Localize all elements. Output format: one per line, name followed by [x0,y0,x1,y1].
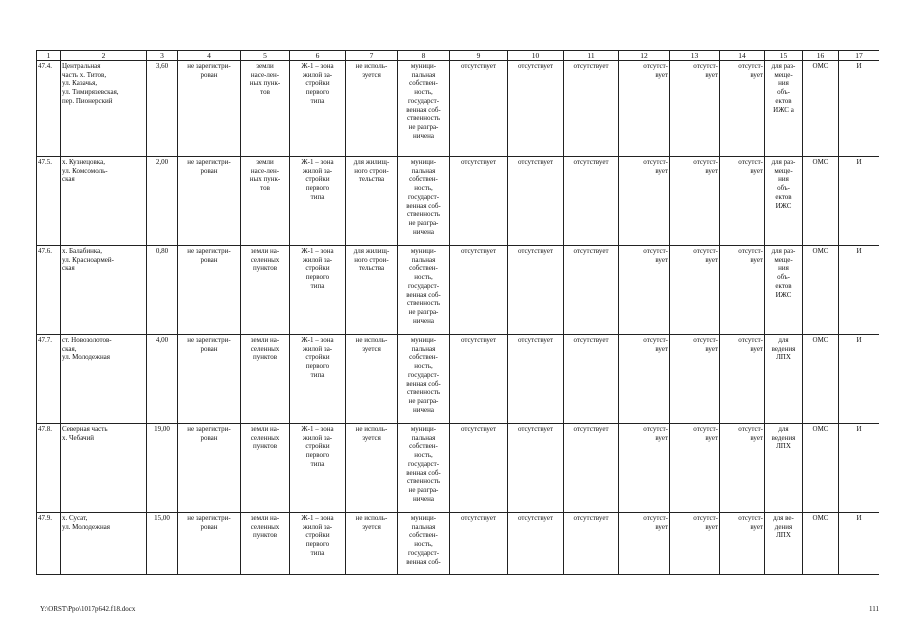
usage-cell: для жилищ- ного строи- тельства [346,157,398,246]
table-row [37,513,880,575]
column-number: 1 [37,51,61,61]
zone-cell: Ж-1 – зона жилой за- стройки первого типа [290,246,346,335]
col17-cell: И [839,157,880,246]
col17-cell: И [839,424,880,513]
area-cell: 0,80 [147,246,178,335]
col9-cell: отсутствует [450,246,508,335]
ownership-cell: муници- пальная собствен- ность, государст- венная соб- [398,513,450,575]
row-number-cell: 47.4. [37,61,61,157]
registration-cell: не зарегистри- рован [178,424,241,513]
location-cell: Северная часть х. Чебачий [61,424,147,513]
col17-cell: И [839,61,880,157]
ownership-cell: муници- пальная собствен- ность, государст- венная соб- ственность не разгра- ничена [398,157,450,246]
ownership-cell: муници- пальная собствен- ность, государст- венная соб- ственность не разгра- ничена [398,61,450,157]
column-number: 7 [346,51,398,61]
purpose-cell: для ведения ЛПХ [765,335,803,424]
col10-cell: отсутствует [508,157,564,246]
col9-cell: отсутствует [450,424,508,513]
authority-cell: ОМС [803,513,839,575]
land-category-cell: земли на- селенных пунктов [241,513,290,575]
col12-cell: отсутст- вует [619,335,670,424]
column-number: 4 [178,51,241,61]
col10-cell: отсутствует [508,424,564,513]
registration-cell: не зарегистри- рован [178,335,241,424]
row-number-cell: 47.8. [37,424,61,513]
ownership-cell: муници- пальная собствен- ность, государст- венная соб- ственность не разгра- ничена [398,424,450,513]
col10-cell: отсутствует [508,335,564,424]
col14-cell: отсутст- вует [720,513,765,575]
usage-cell: не исполь- зуется [346,335,398,424]
area-cell: 2,00 [147,157,178,246]
zone-cell: Ж-1 – зона жилой за- стройки первого типа [290,424,346,513]
row-number-cell: 47.6. [37,246,61,335]
row-number-cell: 47.5. [37,157,61,246]
registration-cell: не зарегистри- рован [178,61,241,157]
land-category-cell: земли насе-лен- ных пунк- тов [241,157,290,246]
col9-cell: отсутствует [450,61,508,157]
col11-cell: отсутствует [564,424,619,513]
purpose-cell: для ведения ЛПХ [765,424,803,513]
column-number: 5 [241,51,290,61]
land-category-cell: земли на- селенных пунктов [241,246,290,335]
table-row [37,157,880,246]
column-number: 11 [564,51,619,61]
col13-cell: отсутст- вует [670,513,720,575]
table-row [37,424,880,513]
page-number: 111 [869,605,879,613]
column-number: 2 [61,51,147,61]
column-number: 10 [508,51,564,61]
col14-cell: отсутст- вует [720,424,765,513]
table-row [37,335,880,424]
table-row [37,61,880,157]
registration-cell: не зарегистри- рован [178,513,241,575]
usage-cell: не исполь- зуется [346,61,398,157]
location-cell: х. Кузнецовка, ул. Комсомоль- ская [61,157,147,246]
row-number-cell: 47.7. [37,335,61,424]
area-cell: 19,00 [147,424,178,513]
col13-cell: отсутст- вует [670,61,720,157]
col13-cell: отсутст- вует [670,157,720,246]
col14-cell: отсутст- вует [720,246,765,335]
col17-cell: И [839,335,880,424]
authority-cell: ОМС [803,335,839,424]
col13-cell: отсутст- вует [670,246,720,335]
col9-cell: отсутствует [450,335,508,424]
purpose-cell: для раз- меще- ния объ- ектов ИЖС а [765,61,803,157]
land-plots-table [36,50,879,575]
usage-cell: не исполь- зуется [346,424,398,513]
area-cell: 15,00 [147,513,178,575]
row-number-cell: 47.9. [37,513,61,575]
authority-cell: ОМС [803,424,839,513]
col12-cell: отсутст- вует [619,157,670,246]
col9-cell: отсутствует [450,513,508,575]
purpose-cell: для раз- меще- ния объ- ектов ИЖС [765,246,803,335]
authority-cell: ОМС [803,246,839,335]
zone-cell: Ж-1 – зона жилой за- стройки первого типа [290,335,346,424]
col10-cell: отсутствует [508,513,564,575]
col12-cell: отсутст- вует [619,61,670,157]
col14-cell: отсутст- вует [720,335,765,424]
location-cell: ст. Новозолотов- ская, ул. Молодежная [61,335,147,424]
registration-cell: не зарегистри- рован [178,157,241,246]
col11-cell: отсутствует [564,513,619,575]
column-number: 17 [839,51,880,61]
col12-cell: отсутст- вует [619,246,670,335]
col10-cell: отсутствует [508,61,564,157]
col14-cell: отсутст- вует [720,157,765,246]
column-number: 3 [147,51,178,61]
zone-cell: Ж-1 – зона жилой за- стройки первого типа [290,157,346,246]
land-plots-table-container [36,50,879,597]
ownership-cell: муници- пальная собствен- ность, государст- венная соб- ственность не разгра- ничена [398,335,450,424]
location-cell: Центральная часть х. Титов, ул. Казачья, ул. Тимирязевская, пер. Пионерский [61,61,147,157]
column-number-row [37,51,880,61]
table-body [37,51,880,575]
col11-cell: отсутствует [564,61,619,157]
col13-cell: отсутст- вует [670,424,720,513]
column-number: 12 [619,51,670,61]
table-row [37,246,880,335]
col13-cell: отсутст- вует [670,335,720,424]
column-number: 16 [803,51,839,61]
land-category-cell: земли на- селенных пунктов [241,335,290,424]
land-category-cell: земли насе-лен- ных пунк- тов [241,61,290,157]
col11-cell: отсутствует [564,335,619,424]
area-cell: 4,00 [147,335,178,424]
col11-cell: отсутствует [564,157,619,246]
ownership-cell: муници- пальная собствен- ность, государст- венная соб- ственность не разгра- ничена [398,246,450,335]
column-number: 9 [450,51,508,61]
col9-cell: отсутствует [450,157,508,246]
column-number: 13 [670,51,720,61]
zone-cell: Ж-1 – зона жилой за- стройки первого типа [290,513,346,575]
location-cell: х. Балабинка, ул. Красноармей- ская [61,246,147,335]
column-number: 15 [765,51,803,61]
col14-cell: отсутст- вует [720,61,765,157]
col12-cell: отсутст- вует [619,513,670,575]
authority-cell: ОМС [803,157,839,246]
zone-cell: Ж-1 – зона жилой за- стройки первого типа [290,61,346,157]
col10-cell: отсутствует [508,246,564,335]
col17-cell: И [839,513,880,575]
col12-cell: отсутст- вует [619,424,670,513]
usage-cell: для жилищ- ного строи- тельства [346,246,398,335]
usage-cell: не исполь- зуется [346,513,398,575]
location-cell: х. Сусат, ул. Молодежная [61,513,147,575]
area-cell: 3,60 [147,61,178,157]
land-category-cell: земли на- селенных пунктов [241,424,290,513]
column-number: 6 [290,51,346,61]
col11-cell: отсутствует [564,246,619,335]
column-number: 8 [398,51,450,61]
purpose-cell: для раз- меще- ния объ- ектов ИЖС [765,157,803,246]
purpose-cell: для ве- дения ЛПХ [765,513,803,575]
col17-cell: И [839,246,880,335]
authority-cell: ОМС [803,61,839,157]
footer-file-path: Y:\ORST\Ppo\1017p642.f18.docx [40,605,136,613]
registration-cell: не зарегистри- рован [178,246,241,335]
column-number: 14 [720,51,765,61]
